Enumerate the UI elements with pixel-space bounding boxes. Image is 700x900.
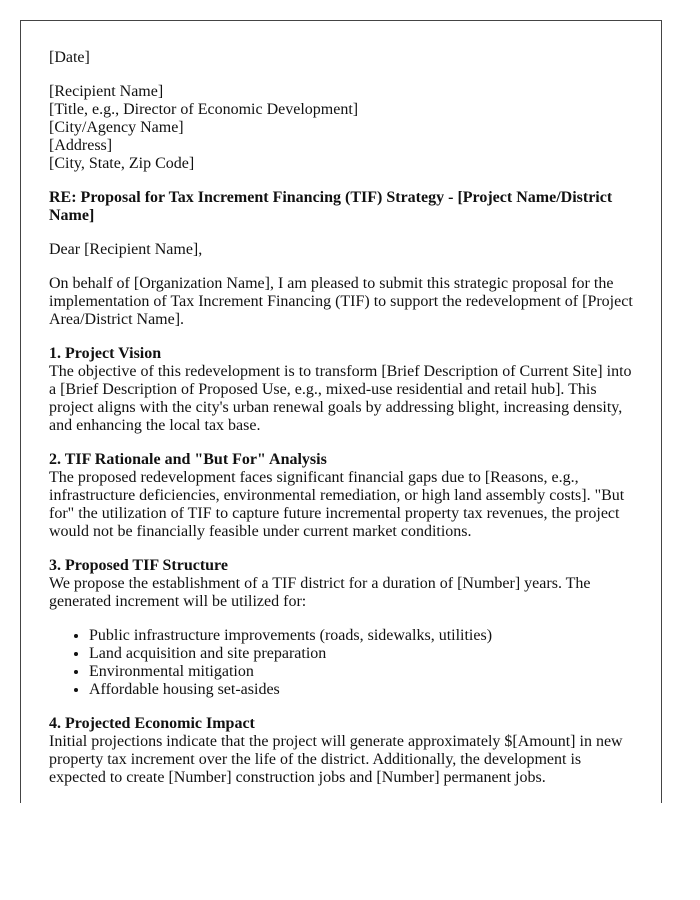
salutation: Dear [Recipient Name], <box>49 241 203 258</box>
subject-line: RE: Proposal for Tax Increment Financing (TIF) Strategy - [Project Name/District Name] <box>49 189 613 224</box>
section-heading: 3. Proposed TIF Structure <box>49 557 228 574</box>
recipient-name: [Recipient Name] <box>49 83 164 100</box>
section-heading: 2. TIF Rationale and "But For" Analysis <box>49 451 327 468</box>
list-item: • Public infrastructure improvements (roads, sidewalks, utilities) <box>89 627 633 645</box>
recipient-city-state-zip: [City, State, Zip Code] <box>49 155 195 172</box>
list-item: • Affordable housing set-asides <box>89 681 633 699</box>
section-heading: 1. Project Vision <box>49 345 162 362</box>
section-tif-rationale <box>49 451 633 541</box>
list-item: • Environmental mitigation <box>89 663 633 681</box>
letter-page <box>20 20 662 803</box>
intro-paragraph: On behalf of [Organization Name], I am pleased to submit this strategic proposal for the implementation of Tax Increment Financing (TIF) to support the redevelopment of [Project Area/District Name]. <box>49 275 633 328</box>
section-tif-structure <box>49 557 633 611</box>
section-economic-impact <box>49 715 633 787</box>
increment-uses-list <box>49 627 633 699</box>
section-body: Initial projections indicate that the project will generate approximately $[Amount] in new property tax increment over the life of the district. Additionally, the development is expected to create [Number] construction jobs and [Number] permanent jobs. <box>49 733 623 786</box>
list-item: • Land acquisition and site preparation <box>89 645 633 663</box>
date: [Date] <box>49 49 90 66</box>
section-project-vision <box>49 345 633 435</box>
section-body: The proposed redevelopment faces significant financial gaps due to [Reasons, e.g., infrastructure deficiencies, environmental remediation, or high land assembly costs]. "But for" the utilization of TIF to capture future incremental property tax revenues, the project would not be financially feasible under current market conditions. <box>49 469 625 540</box>
recipient-address: [Address] <box>49 137 113 154</box>
recipient-agency: [City/Agency Name] <box>49 119 184 136</box>
section-body: We propose the establishment of a TIF district for a duration of [Number] years. The generated increment will be utilized for: <box>49 575 591 610</box>
section-heading: 4. Projected Economic Impact <box>49 715 255 732</box>
recipient-address-block <box>49 83 633 173</box>
recipient-title: [Title, e.g., Director of Economic Development] <box>49 101 359 118</box>
section-body: The objective of this redevelopment is to transform [Brief Description of Current Site] into a [Brief Description of Proposed Use, e.g., mixed-use residential and retail hub]. This project aligns with the city's urban renewal goals by addressing blight, increasing density, and enhancing the local tax base. <box>49 363 632 434</box>
